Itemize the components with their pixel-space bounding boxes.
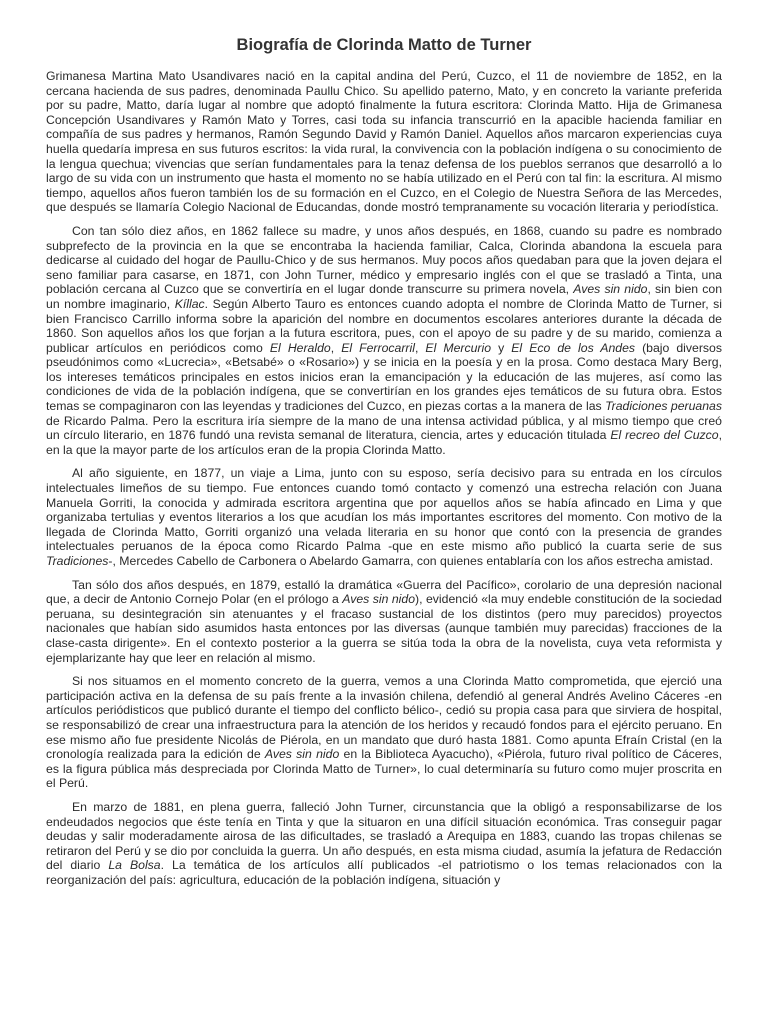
text-run: Si nos situamos en el momento concreto de la guerra, vemos a una Clorinda Matto comprometida, que ejerció una participación activa en la defensa de su país frente a la invasión chilena, defendió al general Andrés Avelino Cáceres -en artículos periódisticos que publicó durante el tiempo del conflicto bélico-, cedió su propia casa para que sirviera de hospital, se responsabilizó de crear una infraestructura para la atención de los heridos y recaudó fondos para el ejército peruano. En ese mismo año fue presidente Nicolás de Piérola, en un mandato que duró hasta 1881. Como apunta Efraín Cristal (en la cronología realizada para la edición de — [46, 674, 722, 762]
text-run: En marzo de 1881, en plena guerra, falleció John Turner, circunstancia que la obligó a responsabilizarse de los endeudados negocios que éste tenía en Tinta y que la situaron en una difícil situación económica. Tras conseguir pagar deudas y salir moderadamente airosa de las dificultades, se trasladó a Arequipa en 1883, cuando las tropas chilenas se retiraron del Perú y se dio por concluida la guerra. Un año después, en esta misma ciudad, asumía la jefatura de Redacción del diario — [46, 799, 722, 873]
italic-title: Aves sin nido — [264, 747, 340, 762]
document-body — [46, 69, 722, 896]
italic-title: El Heraldo — [269, 340, 331, 355]
italic-title: Aves sin nido — [573, 282, 648, 297]
text-run: . La temática de los artículos allí publicados -el patriotismo o los temas relacionados con la reorganización del país: agricultura, educación de la población indígena, situación y — [46, 858, 722, 887]
italic-title: La Bolsa — [108, 858, 161, 873]
text-run: en la Biblioteca Ayacucho), «Piérola, futuro rival político de Cáceres, es la figura pública más despreciada por Clorinda Matto de Turner», lo cual determinaría su futuro como mujer proscrita en el Perú. — [46, 747, 723, 791]
paragraph — [46, 674, 722, 791]
paragraph — [46, 800, 722, 888]
text-run: ), evidenció «la muy endeble constitución de la sociedad peruana, su desintegración sin atenuantes y el fracaso sustancial de los distintos (pero muy parecidos) proyectos nacionales que habían sido asumidos hasta entonces por las diversas (aunque también muy parecidas) fracciones de la clase-casta dirigente». En el contexto posterior a la guerra se sitúa toda la obra de la novelista, cuya veta reformista y ejemplarizante hay que leer en relación al mismo. — [46, 592, 723, 665]
text-run: . Según Alberto Tauro es entonces cuando adopta el nombre de Clorinda Matto de Turner, si bien Francisco Carrillo informa sobre la aparición del nombre en documentos escolares anteriores durante la década de 1860. Son aquellos años los que forjan a la futura escritora, pues, con el apoyo de su padre y de su marido, comienza a publicar artículos en periódicos como — [46, 296, 722, 355]
text-run: , en la que la mayor parte de los artículos eran de la propia Clorinda Matto. — [46, 428, 722, 457]
italic-title: El Eco de los Andes — [511, 340, 636, 355]
italic-title: El Ferrocarril — [341, 340, 415, 355]
italic-title: Kíllac — [174, 296, 205, 311]
text-run: de Ricardo Palma. Pero la escritura iría siempre de la mano de una intensa actividad pública, y al mismo tiempo que creó un círculo literario, en 1876 fundó una revista semanal de literatura, ciencia, artes y educación titulada — [46, 413, 722, 443]
italic-title: Tradiciones peruanas — [605, 399, 722, 414]
paragraph — [46, 578, 722, 666]
paragraph — [46, 466, 722, 568]
text-run: , — [414, 340, 426, 355]
text-run: Tan sólo dos años después, en 1879, estalló la dramática «Guerra del Pacífico», corolario de una depresión nacional que, a decir de Antonio Cornejo Polar (en el prólogo a — [46, 577, 722, 607]
text-run: , — [330, 340, 342, 355]
italic-title: El recreo del Cuzco — [610, 428, 719, 443]
document-title: Biografía de Clorinda Matto de Turner — [236, 36, 532, 54]
italic-title: El Mercurio — [425, 340, 492, 355]
text-run: (bajo diversos pseudónimos como «Lucrecia», «Betsabé» o «Rosario») y se inicia en la poesía y en la prosa. Como destaca Mary Berg, los intereses temáticos principales en estos inicios eran la emancipación y la educación de las mujeres, así como las condiciones de vida de la población indígena, que se convertirían en los grandes ejes temáticos de su futura obra. Estos temas se compaginaron con las leyendas y tradiciones del Cuzco, en piezas cortas a la manera de las — [46, 340, 722, 414]
text-run: y — [491, 340, 512, 355]
text-run: Con tan sólo diez años, en 1862 fallece su madre, y unos años después, en 1868, cuando su padre es nombrado subprefecto de la provincia en la que se encontraba la hacienda familiar, Calca, Clorinda abandona la escuela para dedicarse al cuidado del hogar de Paullu-Chico y de sus hermanos. Muy pocos años quedaban para que la joven dejara el seno familiar para casarse, en 1871, con John Turner, médico y empresario inglés con el que se trasladó a Tinta, una población cercana al Cuzco que se convertiría en el lugar donde transcurre su primera novela, — [46, 223, 722, 297]
italic-title: Tradiciones — [46, 554, 109, 568]
paragraph — [46, 69, 722, 215]
paragraph — [46, 224, 722, 458]
text-run: Al año siguiente, en 1877, un viaje a Lima, junto con su esposo, sería decisivo para su entrada en los círculos intelectuales limeños de su tiempo. Fue entonces cuando tomó contacto y comenzó una estrecha relación con Juana Manuela Gorriti, la conocida y admirada escritora argentina que por aquellos años se había afincado en Lima y que organizaba tertulias y eventos literarios a los que acudían los más importantes escritores del momento. Con motivo de la llegada de Clorinda Matto, Gorriti organizó una velada literaria en su honor que contó con la presencia de grandes intelectuales peruanos de la época como Ricardo Palma -que en este mismo año publicó la cuarta serie de sus — [46, 466, 722, 554]
italic-title: Aves sin nido — [342, 592, 416, 607]
text-run: , sin bien con un nombre imaginario, — [46, 282, 723, 311]
text-run: Grimanesa Martina Mato Usandivares nació en la capital andina del Perú, Cuzco, el 11 de noviembre de 1852, en la cercana hacienda de sus padres, denominada Paullu Chico. Su apellido paterno, Mato, y en concreto la variante preferida por su padre, Matto, daría lugar al nombre que adoptó finalmente la futura escritora: Clorinda Matto. Hija de Grimanesa Concepción Usandivares y Ramón Mato y Torres, casi toda su infancia transcurrió en la apacible hacienda familiar en compañía de sus padres y hermanos, Ramón Segundo David y Ramón Daniel. Aquellos años marcaron experiencias cuya huella quedaría impresa en sus futuros escritos: la vida rural, la convivencia con la población indígena o su conocimiento de la lengua quechua; vivencias que serían fundamentales para la tenaz defensa de los pueblos serranos que desarrolló a lo largo de su vida con un instrumento que hasta el momento no se había utilizado en el Perú con tal fin: la escritura. Al mismo tiempo, aquellos años fueron también los de su formación en el Cuzco, en el Colegio de Nuestra Señora de las Mercedes, que después se llamaría Colegio Nacional de Educandas, donde mostró tempranamente su vocación literaria y periodística. — [46, 69, 722, 215]
text-run: -, Mercedes Cabello de Carbonera o Abelardo Gamarra, con quienes entablaría con los años estrecha amistad. — [108, 554, 714, 568]
